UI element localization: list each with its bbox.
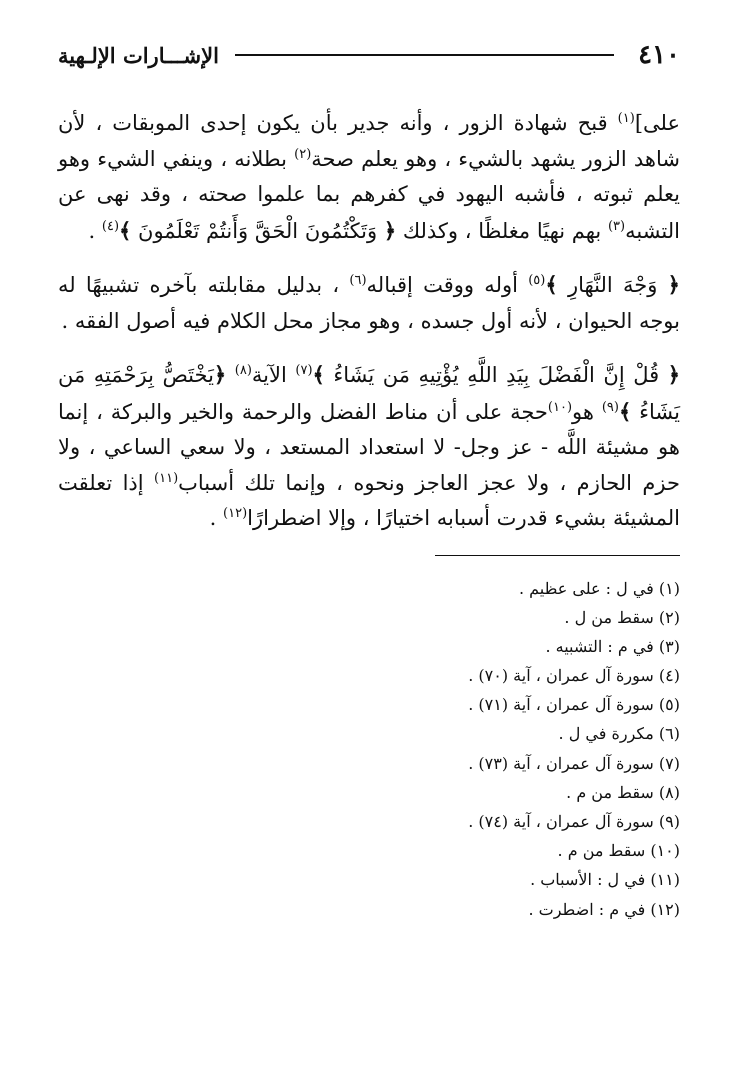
text-run: أوله ووقت إقباله — [366, 273, 529, 297]
footnote-item: (٢) سقط من ل . — [564, 607, 680, 627]
quran-bracket-open: ﴿ — [667, 272, 680, 297]
quran-bracket-close: ﴾ — [618, 398, 632, 424]
text-run: بهم نهيًا مغلظًا ، وكذلك — [396, 218, 608, 243]
footnote-item: (٥) سورة آل عمران ، آية (٧١) . — [468, 695, 680, 715]
quran-bracket-open: ﴿ — [213, 362, 227, 387]
text-run: ، بدليل مقابلته بآخره تشبيهًا له بوجه الحيوان ، لأنه أول جسده ، وهو مجاز محل الكلام فيه أصول الفقه . — [58, 273, 680, 333]
text-run: إذا تعلقت المشيئة بشيء قدرت أسبابه اختيارًا ، وإلا اضطرارًا — [58, 470, 680, 530]
text-run: قبح شهادة الزور ، وأنه جدير بأن يكون إحدى الموبقات ، لأن شاهد الزور يشهد بالشيء ، وهو يعلم صحة — [58, 111, 681, 171]
footnote-marker-7[interactable]: (٧) — [295, 363, 313, 378]
quran-bracket-close: ﴾ — [312, 362, 325, 387]
quran-verse: قُلْ إِنَّ الْفَضْلَ بِيَدِ اللَّهِ يُؤْتِيهِ مَن يَشَاءُ — [324, 363, 668, 387]
paragraph-2 — [58, 267, 680, 339]
footnote-item: (٤) سورة آل عمران ، آية (٧٠) . — [468, 666, 680, 686]
footnote-marker-9[interactable]: (٩) — [601, 399, 619, 415]
footnote-marker-11[interactable]: (١١) — [154, 470, 179, 486]
quran-bracket-close: ﴾ — [119, 217, 132, 243]
footnote-marker-6[interactable]: (٦) — [349, 273, 367, 288]
text-run: . — [88, 218, 102, 243]
paragraph-3 — [58, 357, 680, 537]
footnote-item: (١٢) في م : اضطرت . — [528, 899, 680, 919]
footnote-marker-12[interactable]: (١٢) — [223, 506, 248, 521]
page-number: ٤١٠ — [638, 40, 680, 70]
footnote-marker-2[interactable]: (٢) — [294, 146, 312, 162]
main-text — [58, 106, 680, 537]
book-page — [58, 30, 680, 924]
header-rule — [235, 54, 614, 56]
footnote-list — [58, 574, 680, 924]
footnote-item: (١) في ل : على عظيم . — [518, 578, 680, 598]
text-run — [226, 363, 235, 387]
text-run: بطلانه ، وينفي الشيء وهو يعلم ثبوته ، فأشبه اليهود في كفرهم بما علموا صحته ، وقد نهى عن التشبه — [58, 146, 680, 243]
footnote-divider — [435, 555, 680, 556]
footnote-marker-10[interactable]: (١٠) — [547, 399, 573, 415]
paragraph-1 — [58, 106, 680, 249]
text-run: حجة على أن مناط الفضل والرحمة والخير والبركة ، إنما هو مشيئة اللَّه - عز وجل- لا استعداد المستعد ، ولا سعي الساعي ، ولا حزم الحازم ، ولا عجز العاجز ونحوه ، وإنما تلك أسباب — [58, 399, 680, 495]
footnote-item: (١٠) سقط من م . — [557, 841, 680, 861]
footnote-marker-3[interactable]: (٣) — [607, 218, 626, 234]
footnote-marker-1[interactable]: (١) — [617, 111, 635, 126]
footnote-marker-4[interactable]: (٤) — [101, 218, 120, 234]
text-run: . — [209, 506, 224, 530]
footnote-item: (١١) في ل : الأسباب . — [530, 870, 680, 890]
running-title: الإشـــارات الإلـهية — [58, 42, 219, 68]
footnote-item: (٧) سورة آل عمران ، آية (٧٣) . — [468, 753, 680, 773]
quran-bracket-close: ﴾ — [545, 272, 558, 297]
page-header — [58, 30, 680, 80]
footnote-marker-5[interactable]: (٥) — [528, 273, 546, 288]
quran-verse: وَتَكْتُمُونَ الْحَقَّ وَأَنتُمْ تَعْلَمُونَ — [131, 218, 384, 243]
footnote-item: (٩) سورة آل عمران ، آية (٧٤) . — [468, 812, 680, 831]
footnote-item: (٣) في م : التشبيه . — [545, 636, 680, 656]
quran-verse: وَجْهَ النَّهَارِ — [557, 273, 668, 297]
text-run: على] — [634, 111, 680, 135]
quran-bracket-open: ﴿ — [667, 362, 680, 387]
footnote-marker-8[interactable]: (٨) — [234, 363, 252, 378]
text-run: الآية — [251, 363, 296, 387]
text-run: هو — [572, 399, 602, 424]
quran-verse: يَخْتَصُّ بِرَحْمَتِهِ مَن يَشَاءُ — [58, 363, 680, 424]
footnote-item: (٦) مكررة في ل . — [558, 724, 680, 744]
quran-bracket-open: ﴿ — [383, 217, 397, 243]
footnote-item: (٨) سقط من م . — [566, 782, 680, 802]
